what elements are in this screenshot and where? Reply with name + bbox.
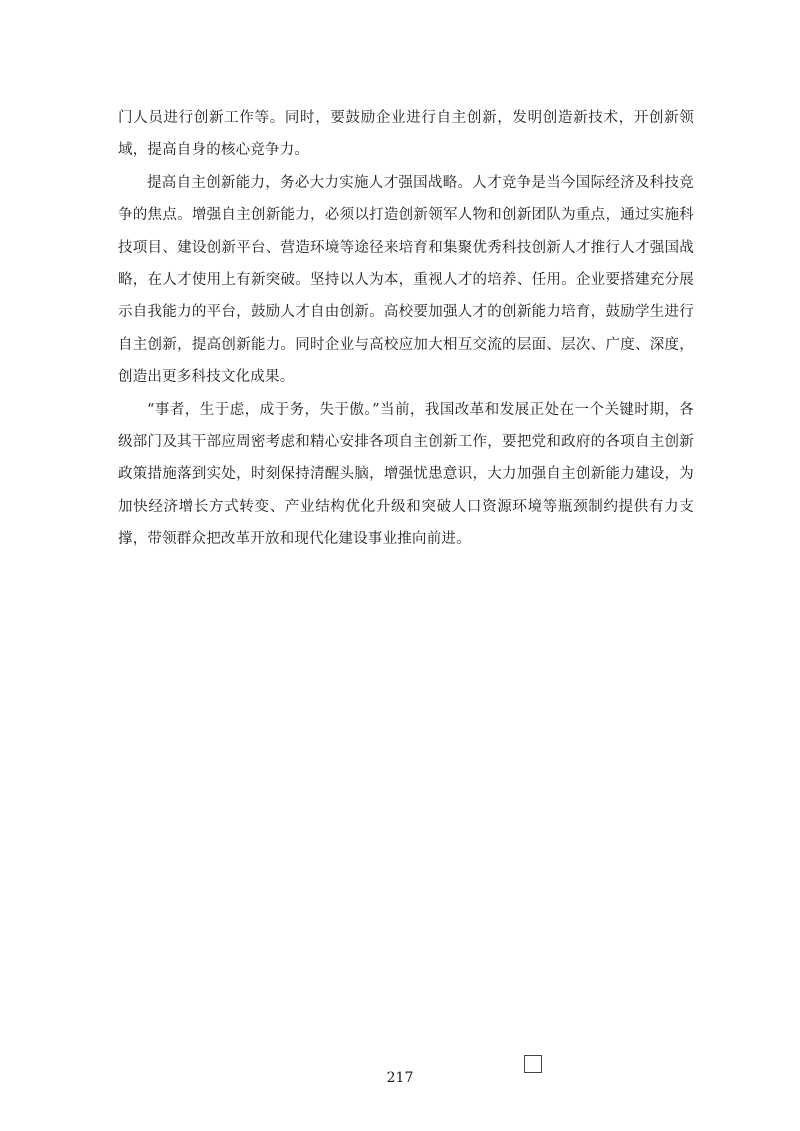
paragraph-3: “事者，生于虑，成于务，失于傲。”当前，我国改革和发展正处在一个关键时期，各级部门及其干部应周密考虑和精心安排各项自主创新工作，要把党和政府的各项自主创新政策措施落到实处，时刻保持清醒头脑，增强忧患意识，大力加强自主创新能力建设，为加快经济增长方式转变、产业结构优化升级和突破人口资源环境等瓶颈制约提供有力支撑，带领群众把改革开放和现代化建设事业推向前进。 [118, 401, 694, 548]
empty-box-icon [524, 1055, 542, 1073]
page-number: 217 [386, 1070, 414, 1086]
body-text [118, 102, 694, 556]
paragraph-2: 提高自主创新能力，务必大力实施人才强国战略。人才竞争是当今国际经济及科技竞争的焦点。增强自主创新能力，必须以打造创新领军人物和创新团队为重点，通过实施科技项目、建设创新平台、营造环境等途径来培育和集聚优秀科技创新人才推行人才强国战略，在人才使用上有新突破。坚持以人为本，重视人才的培养、任用。企业要搭建充分展示自我能力的平台，鼓励人才自由创新。高校要加强人才的创新能力培育，鼓励学生进行自主创新，提高创新能力。同时企业与高校应加大相互交流的层面、层次、广度、深度，创造出更多科技文化成果。 [118, 174, 694, 386]
paragraph-1: 门人员进行创新工作等。同时，要鼓励企业进行自主创新，发明创造新技术，开创新领域，提高自身的核心竞争力。 [118, 110, 694, 159]
